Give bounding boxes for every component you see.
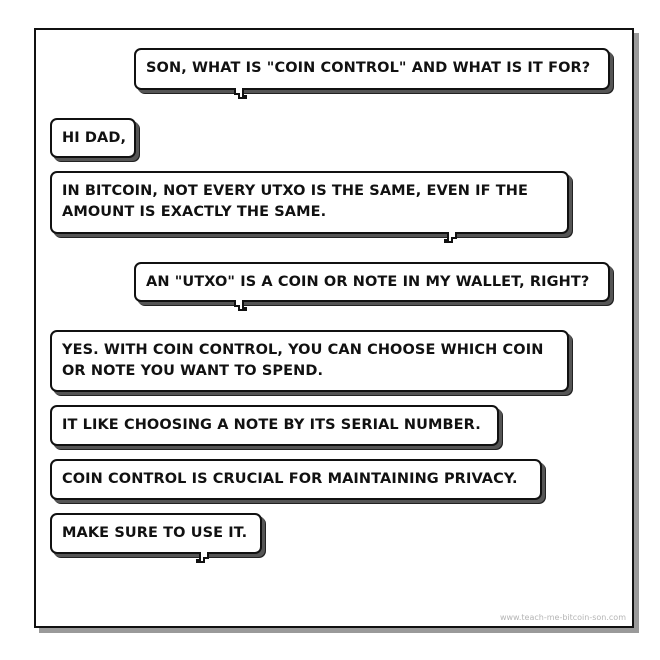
bubble-text-line-2: OR NOTE YOU WANT TO SPEND. [62,363,324,379]
speech-bubble-1 [134,48,610,90]
bubble-text-line-1: YES. WITH COIN CONTROL, YOU CAN CHOOSE WHICH COIN [62,342,544,358]
speech-bubble-2 [50,118,136,158]
watermark: www.teach-me-bitcoin-son.com [499,613,626,622]
bubble-text-line-2: AMOUNT IS EXACTLY THE SAME. [62,204,327,220]
bubble-text: HI DAD, [62,130,127,146]
bubble-text: IT LIKE CHOOSING A NOTE BY ITS SERIAL NUMBER. [62,417,481,433]
bubble-text-line-1: IN BITCOIN, NOT EVERY UTXO IS THE SAME, EVEN IF THE [62,183,529,199]
bubble-tail-icon [444,232,458,244]
bubble-text: AN "UTXO" IS A COIN OR NOTE IN MY WALLET, RIGHT? [146,274,590,290]
speech-bubble-3 [50,171,569,234]
bubble-text: SON, WHAT IS "COIN CONTROL" AND WHAT IS IT FOR? [146,60,591,76]
comic-panel [34,28,634,628]
bubble-tail-icon [196,552,210,564]
speech-bubble-5 [50,330,569,392]
bubble-tail-icon [234,300,248,312]
bubble-text: COIN CONTROL IS CRUCIAL FOR MAINTAINING PRIVACY. [62,471,518,487]
speech-bubble-8 [50,513,262,554]
speech-bubble-7 [50,459,542,500]
speech-bubble-4 [134,262,610,302]
speech-bubble-6 [50,405,499,446]
bubble-text: MAKE SURE TO USE IT. [62,525,248,541]
bubble-tail-icon [234,88,248,100]
